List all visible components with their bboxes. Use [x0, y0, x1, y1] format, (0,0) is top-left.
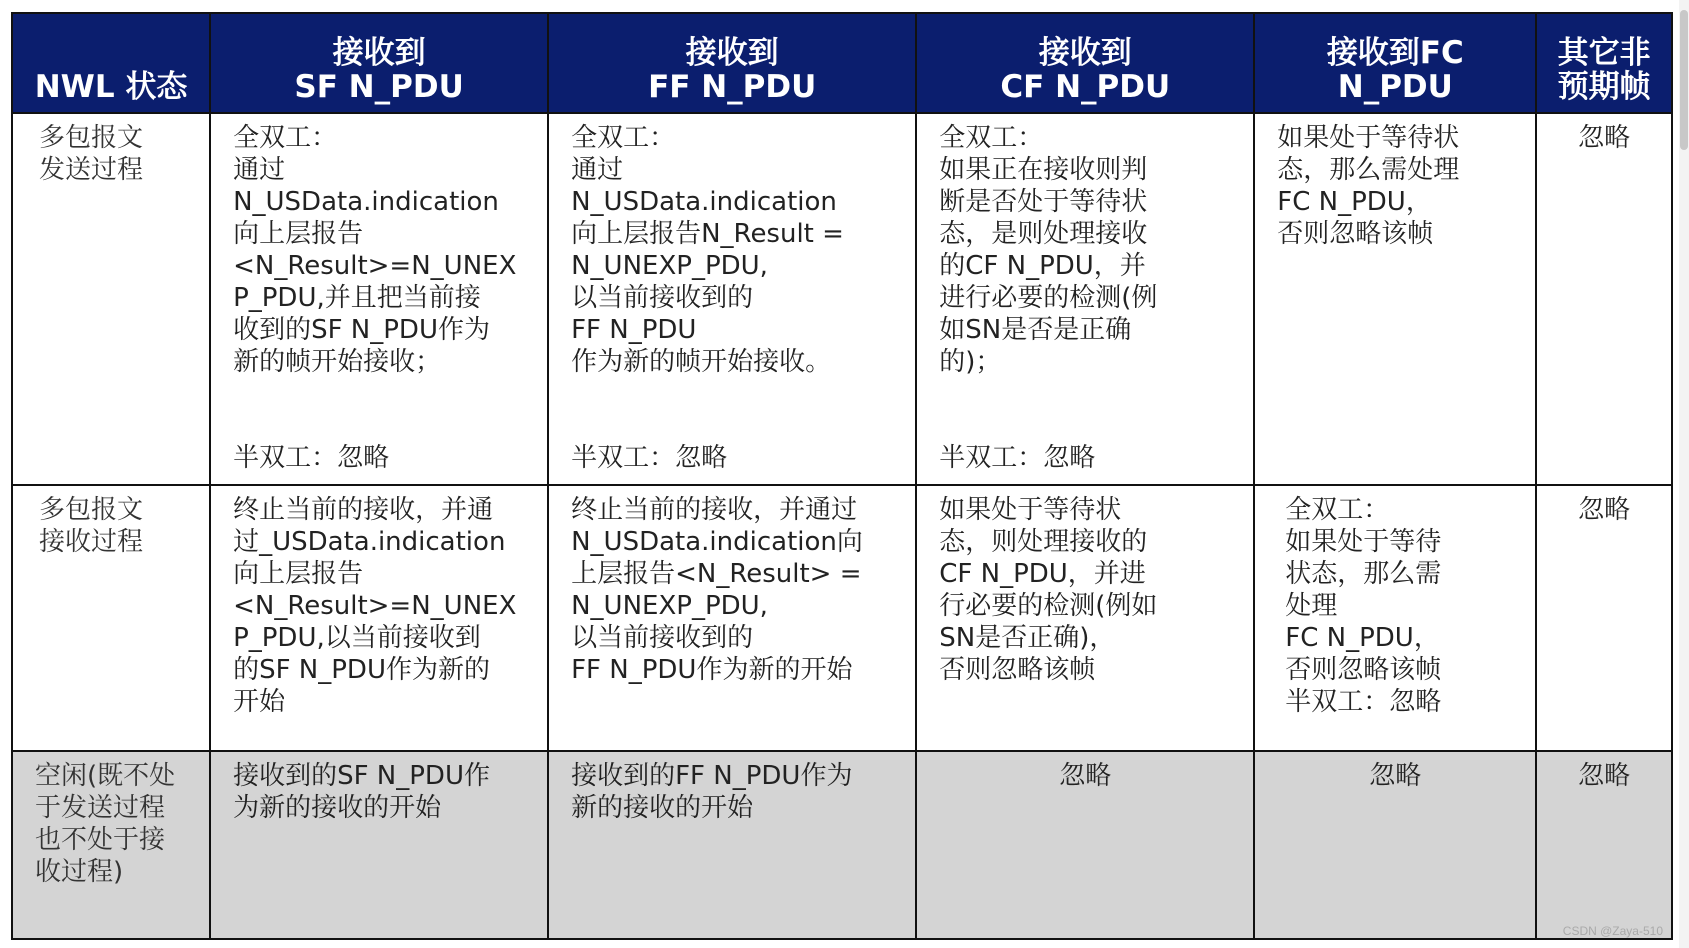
text-line: 态，是则处理接收	[939, 219, 1148, 249]
text-line: FC N_PDU，	[1285, 623, 1440, 653]
header-cf	[916, 13, 1254, 113]
text-line: 发送过程	[39, 155, 144, 185]
text-line: 如果处于等待状	[939, 495, 1122, 525]
text-line: 行必要的检测(例如	[939, 591, 1158, 621]
header-ff	[548, 13, 916, 113]
text-line: 忽略	[1059, 761, 1112, 791]
text-line: 于发送过程	[35, 793, 166, 823]
text-line: FF N_PDU	[648, 69, 817, 105]
cell-ff-half: 半双工：忽略	[571, 443, 728, 473]
text-line: 开始	[233, 687, 286, 717]
text-line: 态，则处理接收的	[939, 527, 1148, 557]
text-line: <N_Result>=N_UNEX	[233, 251, 517, 281]
text-line: 新的接收的开始	[571, 793, 754, 823]
cell-other	[1536, 751, 1672, 939]
cell-ff	[548, 751, 916, 939]
cell-ff	[548, 485, 916, 751]
text-line: 通过	[233, 155, 286, 185]
cell-state	[12, 113, 210, 485]
text-line: 的SF N_PDU作为新的	[233, 655, 490, 685]
text-line: 全双工：	[1285, 495, 1390, 525]
text-line: N_UNEXP_PDU,	[571, 251, 768, 281]
table-row-idle	[12, 751, 1672, 939]
text-line: 终止当前的接收，并通过	[571, 495, 858, 525]
text-line: 态，那么需处理	[1277, 155, 1460, 185]
cell-other	[1536, 485, 1672, 751]
cell-fc	[1254, 751, 1536, 939]
text-line: 多包报文	[39, 123, 144, 153]
text-line: 如果处于等待状	[1277, 123, 1460, 153]
cell-sf	[210, 485, 548, 751]
text-line: 状态，那么需	[1285, 559, 1442, 589]
text-line: 向上层报告	[233, 559, 364, 589]
text-line: SN是否正确)，	[939, 623, 1116, 653]
text-line: SF N_PDU	[294, 69, 464, 105]
text-line: 如SN是否是正确	[939, 315, 1132, 345]
cell-sf	[210, 751, 548, 939]
text-line: N_USData.indication	[571, 187, 837, 217]
text-line: 作为新的帧开始接收。	[571, 347, 832, 377]
text-line: 的CF N_PDU，并	[939, 251, 1146, 281]
text-line: 接收到的FF N_PDU作为	[571, 761, 853, 791]
text-line: FF N_PDU	[571, 315, 697, 345]
header-state	[12, 13, 210, 113]
text-line: P_PDU,并且把当前接	[233, 283, 481, 313]
nwl-state-table	[11, 12, 1673, 940]
protocol-table-container	[11, 12, 1673, 940]
text-line: FC N_PDU，	[1277, 187, 1432, 217]
cell-cf	[916, 751, 1254, 939]
text-line: 接收到	[1038, 35, 1132, 71]
text-line: 忽略	[1369, 761, 1422, 791]
text-line: 全双工：	[233, 123, 338, 153]
text-line: N_UNEXP_PDU,	[571, 591, 768, 621]
cell-other	[1536, 113, 1672, 485]
table-row-sending	[12, 113, 1672, 485]
text-line: 如果处于等待	[1285, 527, 1442, 557]
header-other	[1536, 13, 1672, 113]
text-line: 通过	[571, 155, 624, 185]
text-line: 否则忽略该帧	[939, 655, 1096, 685]
text-line: N_USData.indication向	[571, 527, 863, 557]
text-line: NWL 状态	[34, 69, 188, 105]
text-line: 收过程)	[35, 857, 124, 887]
text-line: FF N_PDU作为新的开始	[571, 655, 853, 685]
text-line: 接收到的SF N_PDU作	[233, 761, 490, 791]
cell-cf-full	[939, 122, 1245, 378]
text-line: 上层报告<N_Result> =	[571, 559, 862, 589]
text-line: 接收到FC	[1326, 35, 1464, 71]
text-line: CF N_PDU	[1000, 69, 1171, 105]
scrollbar-thumb[interactable]	[1680, 10, 1688, 150]
text-line: 终止当前的接收，并通	[233, 495, 494, 525]
text-line: 新的帧开始接收；	[233, 347, 442, 377]
text-line: 进行必要的检测(例	[939, 283, 1158, 313]
header-sf	[210, 13, 548, 113]
text-line: 接收到	[685, 35, 779, 71]
text-line: 忽略	[1578, 123, 1631, 153]
cell-sf	[210, 113, 548, 485]
text-line: 收到的SF N_PDU作为	[233, 315, 490, 345]
text-line: 否则忽略该帧	[1277, 219, 1434, 249]
text-line: 全双工：	[571, 123, 676, 153]
text-line: <N_Result>=N_UNEX	[233, 591, 517, 621]
text-line: 其它非	[1557, 35, 1651, 71]
text-line: 接收到	[332, 35, 426, 71]
header-fc	[1254, 13, 1536, 113]
text-line: 如果正在接收则判	[939, 155, 1148, 185]
cell-ff-full	[571, 122, 907, 378]
text-line: 否则忽略该帧	[1285, 655, 1442, 685]
text-line: P_PDU,以当前接收到	[233, 623, 481, 653]
cell-ff	[548, 113, 916, 485]
text-line: 向上层报告	[233, 219, 364, 249]
text-line: 也不处于接	[35, 825, 166, 855]
text-line: 多包报文	[39, 495, 144, 525]
vertical-scrollbar[interactable]	[1679, 0, 1689, 948]
text-line: 全双工：	[939, 123, 1044, 153]
text-line: 空闲(既不处	[35, 761, 176, 791]
header-row	[12, 13, 1672, 113]
text-line: 的)；	[939, 347, 1002, 377]
text-line: N_PDU	[1337, 69, 1453, 105]
text-line: 为新的接收的开始	[233, 793, 442, 823]
text-line: 断是否处于等待状	[939, 187, 1148, 217]
text-line: 半双工：忽略	[1285, 687, 1442, 717]
text-line: N_USData.indication	[233, 187, 499, 217]
cell-state	[12, 485, 210, 751]
watermark: CSDN @Zaya-510	[1562, 924, 1663, 938]
text-line: 过_USData.indication	[233, 527, 506, 557]
text-line: 忽略	[1578, 761, 1631, 791]
text-line: 预期帧	[1557, 69, 1651, 105]
text-line: 处理	[1285, 591, 1338, 621]
cell-cf	[916, 485, 1254, 751]
cell-fc	[1254, 113, 1536, 485]
cell-fc	[1254, 485, 1536, 751]
text-line: 以当前接收到的	[571, 623, 754, 653]
text-line: 忽略	[1578, 495, 1631, 525]
cell-cf	[916, 113, 1254, 485]
cell-state	[12, 751, 210, 939]
text-line: CF N_PDU，并进	[939, 559, 1146, 589]
cell-sf-half: 半双工：忽略	[233, 443, 390, 473]
text-line: 向上层报告N_Result =	[571, 219, 844, 249]
text-line: 接收过程	[39, 527, 144, 557]
table-row-receiving	[12, 485, 1672, 751]
cell-sf-full	[233, 122, 539, 378]
cell-cf-half: 半双工：忽略	[939, 443, 1096, 473]
text-line: 以当前接收到的	[571, 283, 754, 313]
